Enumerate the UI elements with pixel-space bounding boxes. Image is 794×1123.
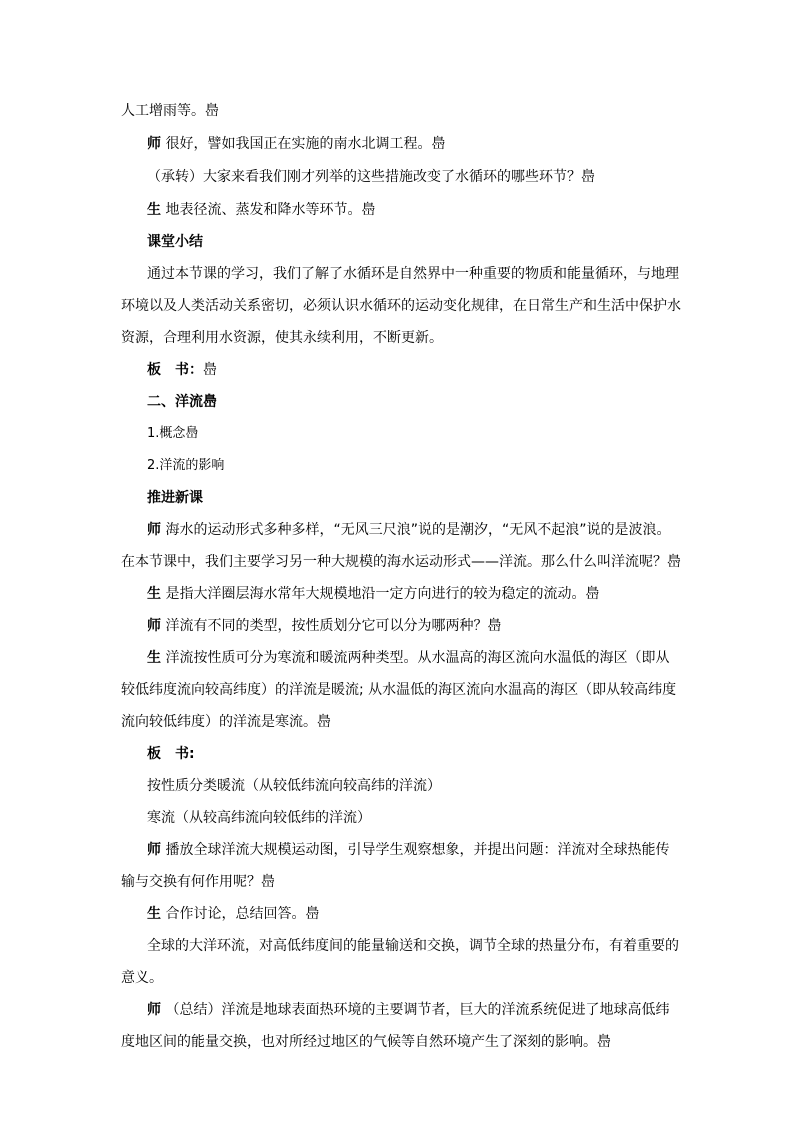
text-run: 二、洋流 [147, 394, 203, 410]
text-line [147, 584, 599, 604]
paragraph-mark: 㠀 [667, 554, 681, 570]
text-line [147, 840, 669, 860]
text-line [147, 648, 669, 668]
text-line [121, 552, 681, 572]
paragraph-mark: 㠀 [487, 618, 502, 634]
text-line [147, 167, 595, 187]
paragraph-mark: 㠀 [261, 874, 275, 890]
text-line [147, 200, 375, 220]
paragraph-mark: 㠀 [305, 906, 320, 922]
text-line [147, 904, 319, 924]
text-line [147, 264, 679, 284]
paragraph-mark: 㠀 [361, 202, 376, 218]
text-run: 推进新课 [147, 490, 203, 506]
paragraph-mark: 㠀 [585, 586, 600, 602]
text-run: 流向较低纬度）的洋流是寒流。 [121, 714, 317, 730]
paragraph-mark: 㠀 [581, 169, 595, 185]
paragraph-mark: 㠀 [203, 394, 217, 410]
text-run: 洋流有不同的类型，按性质划分它可以分为哪两种？ [161, 618, 488, 634]
text-run: 输与交换有何作用呢？ [121, 874, 261, 890]
text-run: 通过本节课的学习，我们了解了水循环是自然界中一种重要的物质和能量循环，与地理 [147, 266, 679, 282]
text-run: 课堂小结 [147, 234, 203, 250]
text-run: 板 书: [147, 746, 195, 762]
text-run: 洋流按性质可分为寒流和暖流两种类型。从水温高的海区流向水温低的海区（即从 [161, 650, 670, 666]
text-line [147, 744, 195, 764]
text-line [121, 680, 676, 700]
section-heading [147, 488, 203, 508]
text-line [121, 872, 275, 892]
text-run: （总结）洋流是地球表面热环境的主要调节者，巨大的洋流系统促进了地球高低纬 [161, 1002, 670, 1018]
text-run: 较低纬度流向较高纬度）的洋流是暖流; 从水温低的海区流向水温高的海区（即从较高纬度 [121, 682, 677, 698]
speaker-label: 生 [147, 202, 161, 218]
text-run: 播放全球洋流大规模运动图，引导学生观察想象，并提出问题：洋流对全球热能传 [161, 842, 670, 858]
text-run: 海水的运动形式多种多样，“无风三尺浪”说的是潮汐，“无风不起浪”说的是波浪。 [161, 522, 671, 538]
paragraph-mark: 㠀 [431, 136, 446, 152]
text-run: 1.概念 [147, 426, 186, 441]
text-run: 在本节课中，我们主要学习另一种大规模的海水运动形式——洋流。那么什么叫洋流呢？ [121, 554, 667, 570]
text-run: 全球的大洋环流，对高低纬度间的能量输送和交换，调节全球的热量分布，有着重要的 [147, 938, 679, 954]
text-line [147, 936, 679, 956]
text-run: 资源，合理利用水资源，使其永续利用，不断更新。 [121, 330, 443, 346]
text-line [121, 1032, 611, 1052]
text-line [147, 134, 445, 154]
text-line [147, 616, 501, 636]
text-line [147, 1000, 669, 1020]
paragraph-mark: 㠀 [205, 103, 219, 119]
text-line [147, 776, 441, 796]
speaker-label: 生 [147, 906, 161, 922]
paragraph-mark: 㠀 [597, 1034, 611, 1050]
text-run: 环境以及人类活动关系密切，必须认识水循环的运动变化规律，在日常生产和生活中保护水 [121, 298, 681, 314]
text-run: 地表径流、蒸发和降水等环节。 [161, 202, 362, 218]
text-run: 板 书： [147, 362, 203, 378]
text-line [147, 456, 224, 476]
paragraph-mark: 㠀 [185, 426, 199, 441]
paragraph-mark: 㠀 [317, 714, 331, 730]
text-line [121, 101, 219, 121]
text-line [121, 296, 681, 316]
speaker-label: 师 [147, 522, 161, 538]
speaker-label: 师 [147, 136, 161, 152]
text-run: 寒流（从较高纬流向较低纬的洋流） [147, 810, 371, 826]
speaker-label: 生 [147, 586, 161, 602]
text-run: 很好，譬如我国正在实施的南水北调工程。 [161, 136, 432, 152]
speaker-label: 生 [147, 650, 161, 666]
speaker-label: 师 [147, 842, 161, 858]
text-line [147, 808, 371, 828]
text-line [147, 360, 217, 380]
text-line [147, 520, 670, 540]
text-run: 意义。 [121, 970, 163, 986]
text-line [147, 392, 217, 412]
text-run: 按性质分类暖流（从较低纬流向较高纬的洋流） [147, 778, 441, 794]
speaker-label: 师 [147, 618, 161, 634]
text-line [121, 968, 163, 988]
text-run: 合作讨论，总结回答。 [161, 906, 306, 922]
text-line [147, 424, 198, 444]
text-run: 度地区间的能量交换，也对所经过地区的气候等自然环境产生了深刻的影响。 [121, 1034, 597, 1050]
text-line [121, 712, 331, 732]
text-run: （承转）大家来看我们刚才列举的这些措施改变了水循环的哪些环节？ [147, 169, 581, 185]
text-run: 人工增雨等。 [121, 103, 205, 119]
paragraph-mark: 㠀 [203, 362, 217, 378]
speaker-label: 师 [147, 1002, 161, 1018]
section-heading [147, 232, 203, 252]
text-run: 2.洋流的影响 [147, 458, 225, 473]
text-run: 是指大洋圈层海水常年大规模地沿一定方向进行的较为稳定的流动。 [161, 586, 586, 602]
text-line [121, 328, 443, 348]
